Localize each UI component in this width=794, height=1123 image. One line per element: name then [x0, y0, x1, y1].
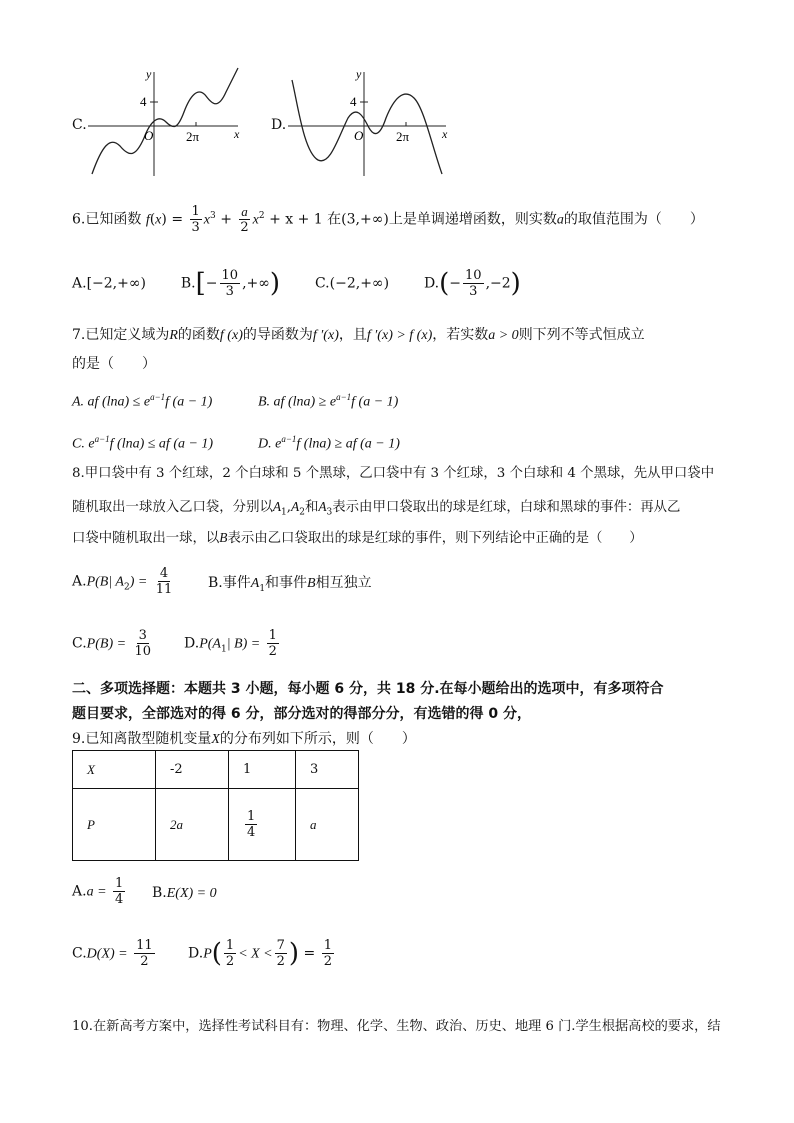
table-cell: P	[73, 789, 156, 861]
graph-d	[286, 66, 452, 178]
q8-option-b: B.事件$A_1$和事件B相互独立	[208, 575, 372, 594]
graph-d-y-tick: 4	[350, 94, 357, 109]
graph-c-curve	[92, 68, 238, 174]
q7-stem-line2: 的是（ ）	[72, 356, 156, 372]
table-cell: a	[296, 789, 359, 861]
q8-stem-line1: 8.甲口袋中有 3 个红球，2 个白球和 5 个黑球，乙口袋中有 3 个红球，3 个白球和 4 个黑球，先从甲口袋中	[72, 466, 715, 481]
q7-option-d: D. $e^{a-1}f$ (lna) ≥ af (a − 1)	[258, 434, 400, 452]
table-row	[73, 789, 359, 861]
graph-c-y-tick: 4	[140, 94, 147, 109]
graph-c-x-label: x	[234, 127, 240, 141]
option-c-label: C.	[72, 117, 87, 133]
q10-stem-line1: 10.在新高考方案中，选择性考试科目有：物理、化学、生物、政治、历史、地理 6 门.学生根据高校的要求，结	[72, 1019, 721, 1034]
table-row	[73, 751, 359, 789]
graph-c-y-label: y	[146, 67, 152, 81]
graph-d-x-tick: 2π	[396, 129, 410, 144]
q8-option-d: $D.P(A_1|$ B) = $\frac{1}{2}$	[184, 628, 277, 659]
table-cell: -2	[156, 751, 229, 789]
q9-option-b: B.E(X) = 0	[152, 885, 217, 901]
section2-heading-line2: 题目要求，全部选对的得 6 分，部分选对的得部分分，有选错的得 0 分，	[72, 706, 531, 722]
graph-d-origin: O	[354, 128, 364, 143]
q7-option-c: C. $e^{a-1}f$ (lna) ≤ af (a − 1)	[72, 434, 214, 452]
graph-d-curve	[292, 80, 442, 174]
graph-d-x-label: x	[442, 127, 448, 141]
q7-option-b: B. af $(\ln a) \ge e^{a-1}f$ (a − 1)	[258, 392, 399, 410]
graph-c-x-tick: 2π	[186, 129, 200, 144]
q6-stem: 6.已知函数 f(x) = $\frac{1}{3}$ $x^3$ + $\frac{a}{2}$ $x^2 + x + 1$ 在(3,+∞)上是单调递增函数，则实数a的取值范围为（ ）	[72, 204, 704, 235]
q6-options: A.[−2,+∞) B.[− $\frac{10}{3}$ ,+∞) C.(−2,+∞) D.(− $\frac{10}{3}$ ,−2)	[72, 268, 521, 299]
q7-option-a: A. af $(\ln a) \le e^{a-1}f$ (a − 1)	[72, 392, 213, 410]
table-cell: 3	[296, 751, 359, 789]
option-d-label: D.	[271, 117, 287, 133]
q7-stem-line1: 7.已知定义域为R的函数f (x)的导函数为f ′(x)，且f ′(x) > f (x)，若实数a > 0则下列不等式恒成立	[72, 327, 645, 343]
q8-option-c: C.P(B) = $\frac{3}{10}$	[72, 628, 152, 659]
q9-option-c: C.D(X) = $\frac{11}{2}$	[72, 938, 153, 969]
graph-c-origin: O	[144, 128, 154, 143]
table-cell: 1	[229, 751, 296, 789]
graph-d-y-label: y	[356, 67, 362, 81]
table-cell: $\frac{1}{4}$	[229, 789, 296, 861]
q8-stem-line3: 口袋中随机取出一球，以B表示由乙口袋取出的球是红球的事件，则下列结论中正确的是（ ）	[72, 530, 643, 546]
section2-heading-line1: 二、多项选择题：本题共 3 小题，每小题 6 分，共 18 分.在每小题给出的选项中，有多项符合	[72, 681, 664, 697]
distribution-table	[72, 750, 359, 861]
q9-stem: 9.已知离散型随机变量X的分布列如下所示，则（ ）	[72, 731, 416, 747]
q9-option-d: D.P( $\frac{1}{2}$ < X < $\frac{7}{2}$ ) = $\frac{1}{2}$	[188, 938, 332, 969]
table-cell: X	[73, 751, 156, 789]
q8-stem-line2: 随机取出一球放入乙口袋，分别以$A_1,A_2$和$A_3$表示由甲口袋取出的球是红球，白球和黑球的事件：再从乙	[72, 499, 681, 518]
table-cell: 2a	[156, 789, 229, 861]
q9-option-a: A.a = $\frac{1}{4}$	[72, 876, 124, 907]
q8-option-a: A.P(B| $A_2$) = $\frac{4}{11}$	[72, 566, 173, 597]
graph-c	[86, 66, 246, 178]
